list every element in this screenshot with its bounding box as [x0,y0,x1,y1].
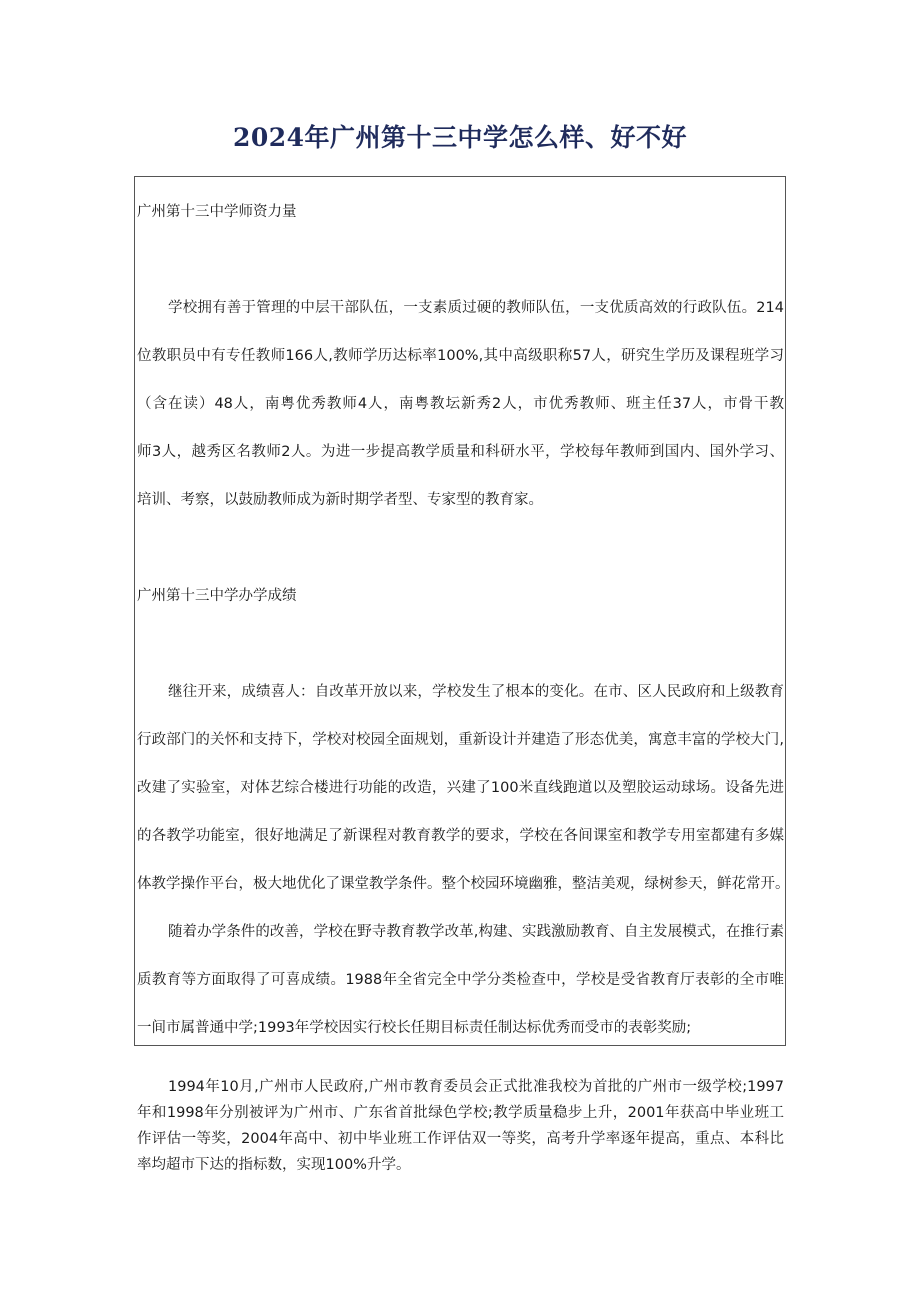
paragraph-line: 学校拥有善于管理的中层干部队伍，一支素质过硬的教师队伍，一支优质高效的行政队伍。214 [168,300,784,316]
page-title: 2024年广州第十三中学怎么样、好不好 [232,123,688,152]
paragraph-line: 体教学操作平台，极大地优化了课堂教学条件。整个校园环境幽雅，整洁美观，绿树参天，鲜花常开。 [137,876,790,892]
paragraph-line: 师3人，越秀区名教师2人。为进一步提高教学质量和科研水平，学校每年教师到国内、国外学习、 [137,444,784,460]
paragraph-line: 一间市属普通中学;1993年学校因实行校长任期目标责任制达标优秀而受市的表彰奖励; [137,1020,692,1036]
paragraph-line: 1994年10月,广州市人民政府,广州市教育委员会正式批准我校为首批的广州市一级学校;1997 [168,1079,784,1095]
paragraph-line: 率均超市下达的指标数，实现100%升学。 [137,1157,411,1173]
paragraph-line: 作评估一等奖，2004年高中、初中毕业班工作评估双一等奖，高考升学率逐年提高，重点、本科比 [137,1131,784,1147]
paragraph-line: 质教育等方面取得了可喜成绩。1988年全省完全中学分类检查中，学校是受省教育厅表彰的全市唯 [137,972,784,988]
paragraph-line: 年和1998年分别被评为广州市、广东省首批绿色学校;教学质量稳步上升，2001年获高中毕业班工 [137,1105,784,1121]
paragraph-line: 随着办学条件的改善，学校在野寺教育教学改革,构建、实践激励教育、自主发展模式，在推行素 [168,924,784,940]
paragraph-line: 位教职员中有专任教师166人,教师学历达标率100%,其中高级职称57人，研究生学历及课程班学习 [137,348,784,364]
paragraph-line: 继往开来，成绩喜人：自改革开放以来，学校发生了根本的变化。在市、区人民政府和上级教育 [168,684,784,700]
paragraph-line: 改建了实验室，对体艺综合楼进行功能的改造，兴建了100米直线跑道以及塑胶运动球场。设备先进 [137,780,784,796]
paragraph-line: 行政部门的关怀和支持下，学校对校园全面规划，重新设计并建造了形态优美，寓意丰富的学校大门, [137,732,784,748]
paragraph-line: 培训、考察，以鼓励教师成为新时期学者型、专家型的教育家。 [137,492,543,508]
section-heading-faculty: 广州第十三中学师资力量 [137,204,297,220]
paragraph-line: （含在读）48人，南粤优秀教师4人，南粤教坛新秀2人，市优秀教师、班主任37人，市骨干教 [137,396,784,412]
paragraph-line: 的各教学功能室，很好地满足了新课程对教育教学的要求，学校在各间课室和教学专用室都建有多媒 [137,828,784,844]
section-heading-achievements: 广州第十三中学办学成绩 [137,588,297,604]
